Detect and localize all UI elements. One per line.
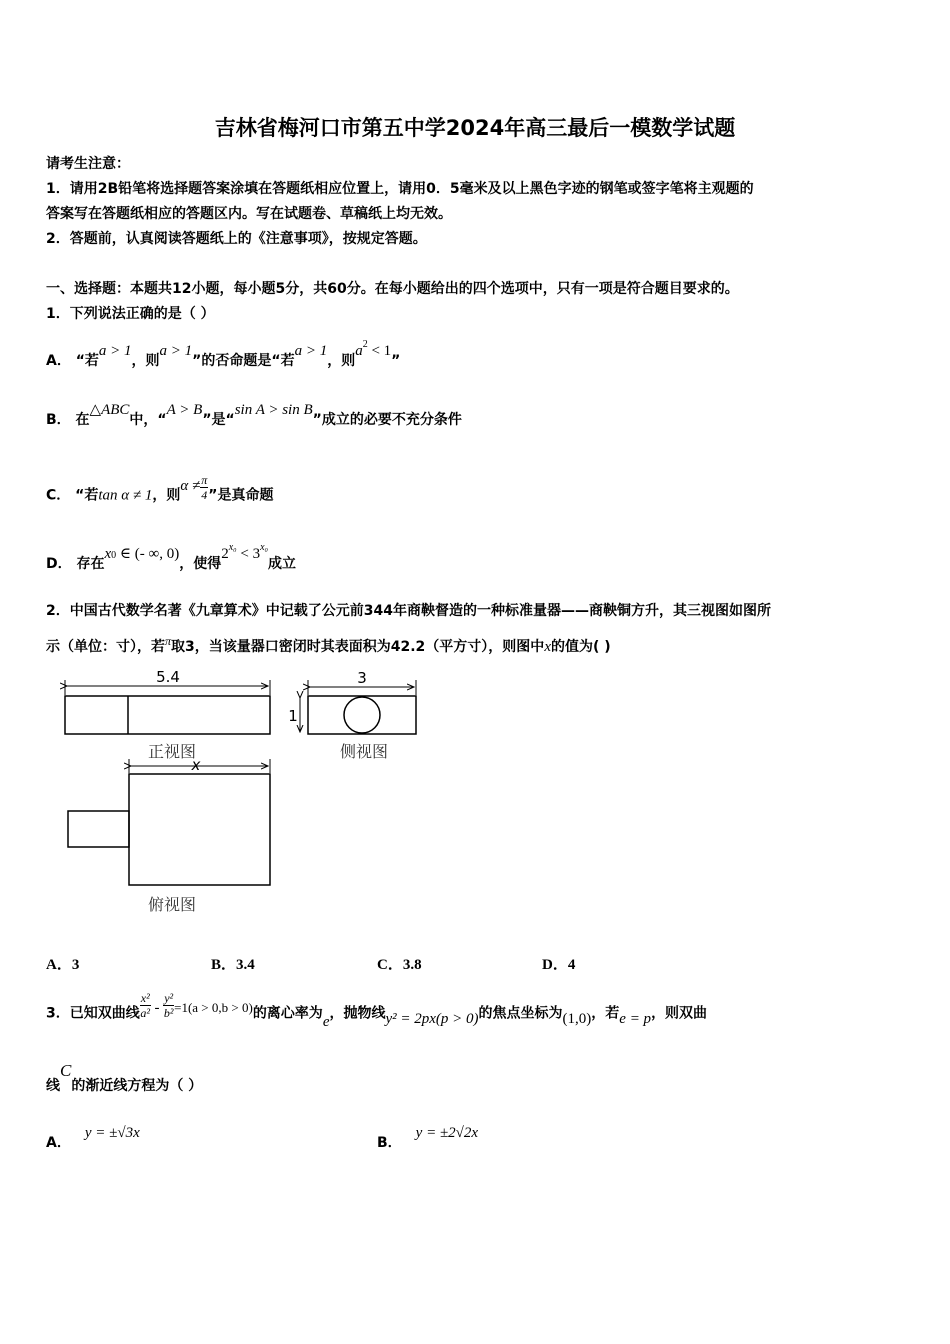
math: tan α ≠ 1 — [98, 487, 153, 504]
math: y = ±2√2x — [415, 1125, 479, 1141]
text: “若 — [75, 353, 99, 369]
math: a — [355, 343, 363, 359]
text: ，则 — [327, 353, 356, 369]
math: y = ±√3x — [84, 1125, 140, 1141]
q3-stem-line1 — [46, 991, 708, 1030]
math-sup: x₀ — [228, 542, 237, 553]
top-view — [68, 756, 270, 914]
section-heading: 一、选择题：本题共12小题，每小题5分，共60分。在每小题给出的四个选项中，只有一项是符合题目要求的。 — [46, 281, 739, 297]
q3-stem-line2 — [46, 1061, 203, 1095]
notice-heading: 请考生注意： — [46, 156, 130, 172]
q1-stem: 1．下列说法正确的是（ ） — [46, 306, 215, 322]
math: α ≠ — [180, 477, 201, 494]
text: ”是“ — [202, 412, 235, 428]
math-sub: 0 — [111, 550, 117, 561]
math: △ABC — [89, 402, 130, 418]
front-view — [65, 668, 270, 761]
math: < 3 — [236, 546, 261, 562]
numerator: π — [201, 473, 208, 487]
math: sin A > sin B — [234, 402, 313, 418]
q3-option-a — [46, 1125, 140, 1152]
math: y² = 2px(p > 0) — [385, 1010, 479, 1027]
math: x — [104, 546, 112, 562]
text: 3．已知双曲线 — [46, 1005, 140, 1022]
math: a > 1 — [98, 343, 132, 359]
option-label: D． — [46, 556, 72, 572]
numerator: y² — [164, 991, 174, 1005]
text: 的焦点坐标为 — [478, 1005, 563, 1022]
q1-option-b — [46, 402, 462, 429]
text: “若 — [75, 487, 99, 504]
q3-option-b — [377, 1125, 479, 1152]
option-value: 3.4 — [236, 957, 255, 973]
math: C — [60, 1061, 72, 1080]
math: A > B — [166, 402, 203, 418]
text: ，则 — [152, 487, 181, 504]
text: 的离心率为 — [252, 1005, 323, 1022]
denominator: b² — [163, 1006, 174, 1020]
denominator: 4 — [201, 488, 208, 502]
text: 存在 — [76, 556, 105, 572]
math: 2 — [221, 546, 229, 562]
page-title: 吉林省梅河口市第五中学2024年高三最后一模数学试题 — [214, 116, 736, 140]
math: e = p — [619, 1010, 652, 1027]
math: - — [150, 999, 164, 1016]
side-view — [288, 669, 416, 761]
math-sup: 2 — [362, 339, 368, 350]
option-label: C． — [46, 487, 71, 504]
math: e — [322, 1013, 330, 1030]
q2-option-b — [211, 953, 255, 974]
three-view-figure — [50, 665, 430, 925]
option-label: B． — [211, 957, 237, 973]
front-dimension: 5.4 — [156, 668, 180, 686]
side-dimension: 3 — [357, 669, 367, 687]
text: ”的否命题是“若 — [192, 353, 295, 369]
text: 的值为( ) — [550, 639, 611, 655]
q2-option-c — [377, 953, 422, 974]
option-label: C． — [377, 957, 403, 973]
side-view-label: 侧视图 — [339, 742, 389, 761]
text: 的渐近线方程为（ ） — [71, 1078, 203, 1094]
notice-item-1b: 答案写在答题纸相应的答题区内。写在试题卷、草稿纸上均无效。 — [46, 206, 452, 222]
fraction — [200, 473, 208, 502]
text: 线 — [46, 1078, 60, 1094]
option-label: A． — [46, 353, 71, 369]
option-label: A． — [46, 957, 72, 973]
q1-option-c — [46, 473, 274, 510]
option-label: B． — [46, 412, 71, 428]
option-value: 3.8 — [402, 957, 422, 973]
text: 成立 — [268, 556, 297, 572]
notice-item-1a: 1．请用2B铅笔将选择题答案涂填在答题纸相应位置上，请用0．5毫米及以上黑色字迹的钢笔或签字笔将主观题的 — [46, 181, 754, 197]
math: ∈ (- ∞, 0) — [116, 546, 180, 562]
text: ” — [391, 353, 401, 369]
math: =1(a > 0,b > 0) — [174, 999, 253, 1015]
text: ”是真命题 — [208, 487, 274, 504]
math: (1,0) — [562, 1010, 592, 1027]
math-var: x — [544, 639, 551, 655]
notice-item-2: 2．答题前，认真阅读答题纸上的《注意事项》，按规定答题。 — [46, 231, 427, 247]
denominator: a² — [140, 1006, 151, 1020]
text: ，则 — [131, 353, 160, 369]
math-sup: x₀ — [260, 542, 269, 553]
option-label: D． — [542, 957, 568, 973]
top-view-label: 俯视图 — [147, 895, 197, 914]
x-dimension: x — [191, 756, 201, 774]
text: ，抛物线 — [329, 1005, 386, 1022]
option-label: B． — [377, 1135, 402, 1151]
q1-option-a — [46, 339, 401, 370]
math: a > 1 — [294, 343, 328, 359]
math: < 1 — [367, 343, 392, 359]
q2-stem-line2 — [46, 636, 611, 656]
text: 取3，当该量器口密闭时其表面积为42.2（平方寸），则图中 — [171, 639, 545, 655]
height-dimension: 1 — [288, 707, 298, 725]
text: ，则双曲 — [651, 1005, 708, 1022]
option-value: 3 — [71, 957, 80, 973]
q2-stem-line1: 2．中国古代数学名著《九章算术》中记载了公元前344年商鞅督造的一种标准量器——商鞅铜方升，其三视图如图所 — [46, 603, 771, 619]
text: ，使得 — [179, 556, 222, 572]
fraction-x — [140, 991, 151, 1020]
option-label: A． — [46, 1135, 71, 1151]
q2-option-a — [46, 953, 79, 974]
numerator: x² — [140, 991, 150, 1005]
text: ，若 — [591, 1005, 620, 1022]
q2-option-d — [542, 953, 575, 974]
math-pi: π — [165, 634, 172, 648]
option-value: 4 — [567, 957, 576, 973]
q1-option-d — [46, 542, 297, 573]
front-view-label: 正视图 — [147, 742, 197, 761]
text: 在 — [75, 412, 90, 428]
text: 示（单位：寸），若 — [46, 639, 165, 655]
fraction-y — [163, 991, 174, 1020]
text: 中，“ — [129, 412, 167, 428]
text: ”成立的必要不充分条件 — [312, 412, 462, 428]
math: a > 1 — [159, 343, 193, 359]
